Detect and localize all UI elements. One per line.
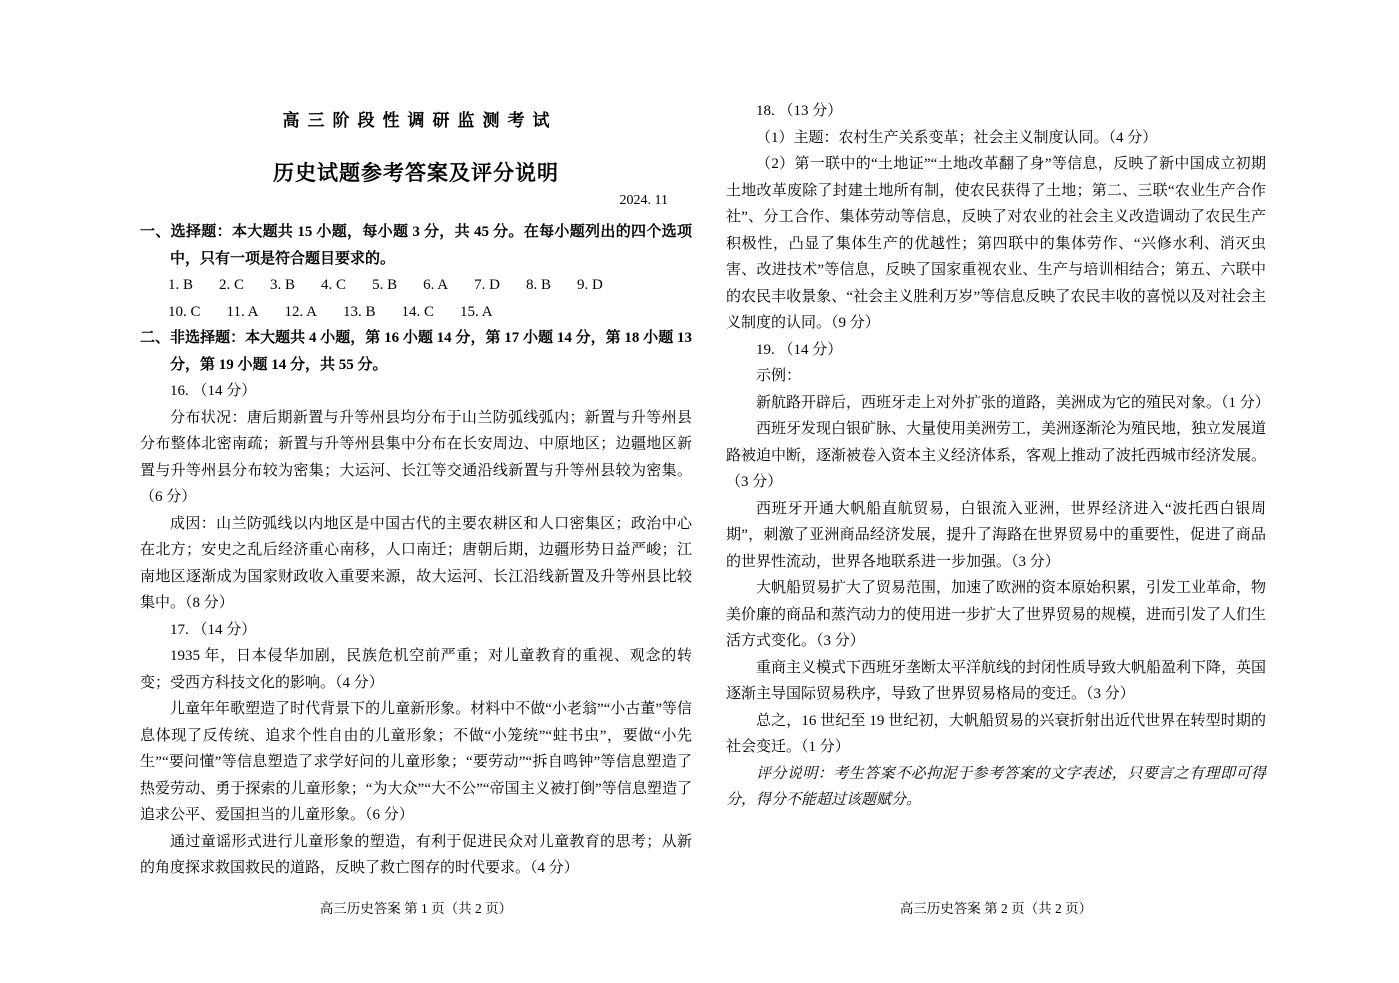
paragraph: （2）第一联中的“土地证”“土地改革翻了身”等信息，反映了新中国成立初期土地改革废除了封建土地所有制，使农民获得了土地；第二、三联“农业生产合作社”、分工合作、集体劳动等信息，反映了对农业的社会主义改造调动了农民生产积极性，凸显了集体生产的优越性；第四联中的集体劳作、“兴修水利、消灭虫害、改进技术”等信息，反映了国家重视农业、生产与培训相结合；第五、六联中的农民丰收景象、“社会主义胜利万岁”等信息反映了农民丰收的喜悦以及对社会主义制度的认同。（9 分） bbox=[726, 156, 1266, 331]
paragraph: 西班牙发现白银矿脉、大量使用美洲劳工，美洲逐渐沦为殖民地，独立发展道路被迫中断，逐渐被卷入资本主义经济体系，客观上推动了波托西城市经济发展。（3 分） bbox=[726, 421, 1267, 490]
paragraph: 二、非选择题：本大题共 4 小题，第 16 小题 14 分，第 17 小题 14 分，第 18 小题 13 分，第 19 小题 14 分，共 55 分。 bbox=[140, 330, 692, 373]
paragraph: 新航路开辟后，西班牙走上对外扩张的道路，美洲成为它的殖民对象。（1 分） bbox=[756, 394, 1270, 411]
paragraph: 成因：山兰防弧线以内地区是中国古代的主要农耕区和人口密集区；政治中心在北方；安史之乱后经济重心南移，人口南迁；唐朝后期，边疆形势日益严峻；江南地区逐渐成为国家财政收入重要来源，故大运河、长江沿线新置及升等州县比较集中。（8 分） bbox=[140, 515, 692, 611]
exam-date: 2024. 11 bbox=[619, 193, 668, 208]
paragraph: 通过童谣形式进行儿童形象的塑造，有利于促进民众对儿童教育的思考；从新的角度探求救国救民的道路，反映了救亡图存的时代要求。（4 分） bbox=[140, 833, 692, 876]
answer-item: 1. B bbox=[168, 277, 194, 293]
answer-item: 12. A bbox=[284, 303, 317, 320]
paragraph: 18. （13 分） bbox=[756, 103, 843, 119]
answer-item: 5. B bbox=[372, 277, 398, 293]
paragraph: 儿童年年歌塑造了时代背景下的儿童新形象。材料中不做“小老翁”“小古董”等信息体现了反传统、追求个性自由的儿童形象；不做“小笼统”“蛀书虫”，要做“小先生”“要问懂”等信息塑造了求学好问的儿童形象；“要劳动”“拆自鸣钟”等信息塑造了热爱劳动、勇于探索的儿童形象；“为大众”“大不公”“帝国主义被打倒”等信息塑造了追求公平、爱国担当的儿童形象。（6 分） bbox=[140, 701, 692, 823]
page-2-footer: 高三历史答案 第 2 页（共 2 页） bbox=[899, 901, 1093, 916]
answer-item: 9. D bbox=[576, 277, 603, 293]
answer-item: 4. C bbox=[321, 277, 347, 293]
answer-item: 8. B bbox=[525, 277, 551, 293]
answer-item: 11. A bbox=[226, 303, 259, 320]
answer-row bbox=[168, 299, 692, 326]
paragraph: 16. （14 分） bbox=[170, 383, 257, 399]
paragraph: 评分说明：考生答案不必拘泥于参考答案的文字表述，只要言之有理即可得分，得分不能超过该题赋分。 bbox=[726, 765, 1266, 808]
paragraph: 1935 年，日本侵华加剧，民族危机空前严重；对儿童教育的重视、观念的转变；受西方科技文化的影响。（4 分） bbox=[140, 648, 692, 691]
paragraph: 重商主义模式下西班牙垄断太平洋航线的封闭性质导致大帆船盈利下降，英国逐渐主导国际贸易秩序，导致了世界贸易格局的变迁。（3 分） bbox=[726, 659, 1267, 702]
paragraph: 西班牙开通大帆船直航贸易，白银流入亚洲，世界经济进入“波托西白银周期”，刺激了亚洲商品经济发展，提升了海路在世界贸易中的重要性，促进了商品的世界性流动，世界各地联系进一步加强。（3 分） bbox=[726, 500, 1266, 570]
page-2-body bbox=[726, 98, 1270, 814]
answer-item: 14. C bbox=[401, 303, 435, 320]
answer-item: 15. A bbox=[460, 303, 493, 320]
paragraph: （1）主题：农村生产关系变革；社会主义制度认同。（4 分） bbox=[756, 129, 1158, 146]
paragraph: 大帆船贸易扩大了贸易范围，加速了欧洲的资本原始积累，引发工业革命，物美价廉的商品和蒸汽动力的使用进一步扩大了世界贸易的规模，进而引发了人们生活方式变化。（3 分） bbox=[726, 580, 1267, 649]
answer-row bbox=[168, 272, 692, 299]
answer-item: 3. B bbox=[270, 277, 296, 293]
paragraph: 分布状况：唐后期新置与升等州县均分布于山兰防弧线弧内；新置与升等州县分布整体北密南疏；新置与升等州县集中分布在长安周边、中原地区；边疆地区新置与升等州县分布较为密集；大运河、长江等交通沿线新置与升等州县较为密集。（6 分） bbox=[140, 409, 692, 505]
answer-sheet-title: 历史试题参考答案及评分说明 bbox=[273, 161, 559, 185]
answer-item: 13. B bbox=[342, 303, 376, 320]
paragraph: 一、选择题：本大题共 15 小题，每小题 3 分，共 45 分。在每小题列出的四个选项中，只有一项是符合题目要求的。 bbox=[140, 224, 692, 267]
paragraph: 17. （14 分） bbox=[170, 621, 257, 638]
page-1-footer: 高三历史答案 第 1 页（共 2 页） bbox=[319, 901, 513, 916]
answer-item: 6. A bbox=[423, 277, 449, 293]
page-1-body bbox=[140, 219, 692, 882]
answer-item: 10. C bbox=[168, 303, 201, 320]
paragraph: 19. （14 分） bbox=[756, 341, 843, 358]
page-1 bbox=[140, 106, 692, 882]
paragraph: 示例： bbox=[756, 368, 802, 384]
exam-title: 高三阶段性调研监测考试 bbox=[282, 111, 558, 130]
answer-item: 2. C bbox=[219, 277, 245, 293]
paragraph: 总之，16 世纪至 19 世纪初，大帆船贸易的兴衰折射出近代世界在转型时期的社会变迁。（1 分） bbox=[726, 712, 1266, 755]
page-2 bbox=[726, 88, 1270, 814]
answer-item: 7. D bbox=[474, 277, 500, 293]
